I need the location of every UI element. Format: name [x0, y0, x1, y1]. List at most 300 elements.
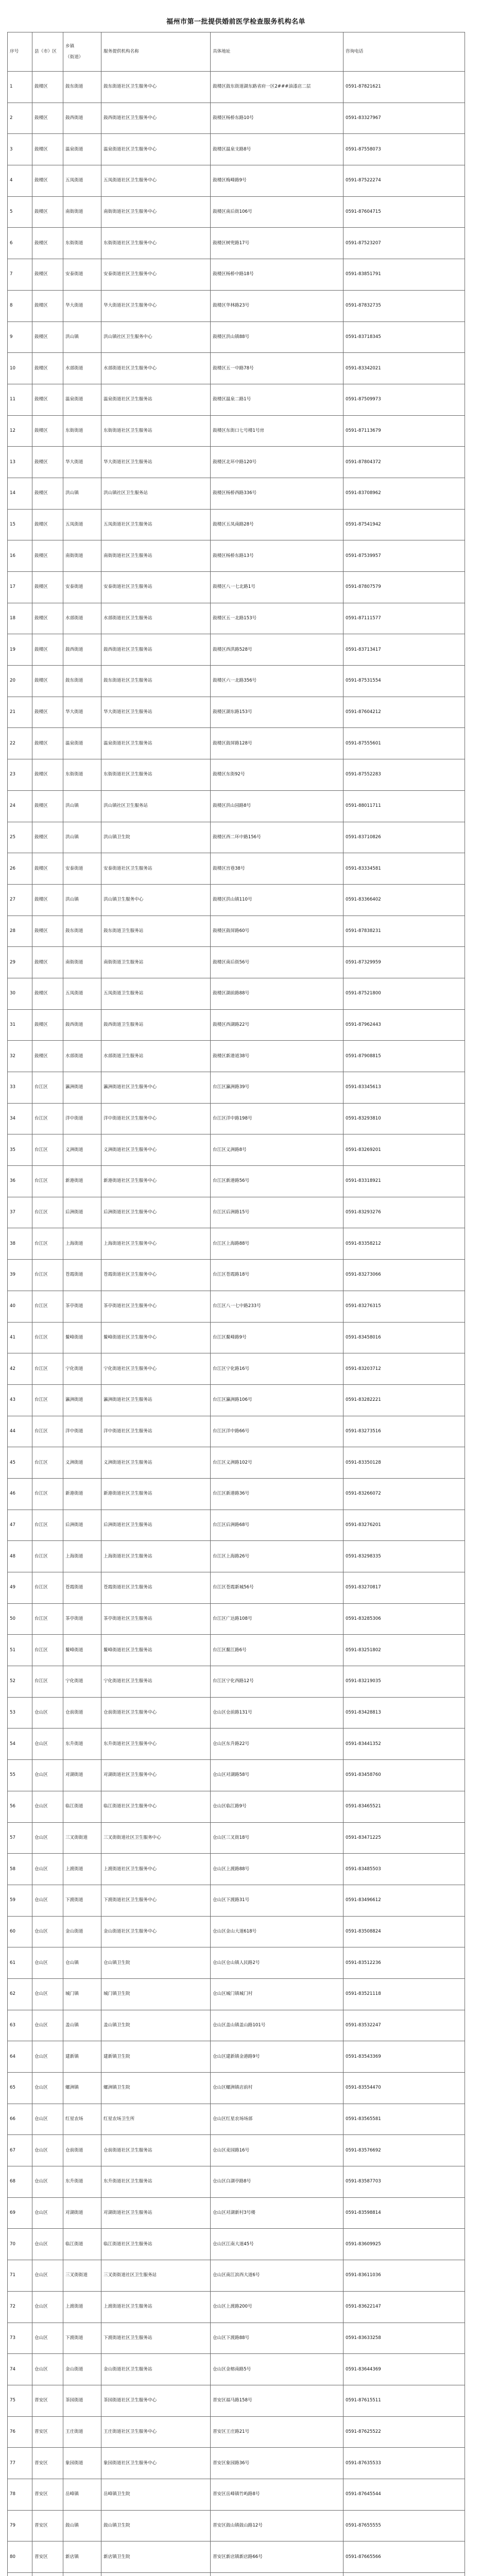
- cell-seq: 13: [8, 447, 32, 478]
- cell-town: 三叉街街道: [63, 2260, 101, 2292]
- table-row: [8, 1228, 465, 1260]
- cell-phone: 0591-83428813: [343, 1697, 465, 1728]
- cell-seq: 49: [8, 1572, 32, 1604]
- cell-phone: 0591-87908815: [343, 1041, 465, 1072]
- cell-address: 鼓楼区树兜路17号: [211, 228, 343, 259]
- cell-town: 水部街道: [63, 1041, 101, 1072]
- cell-phone: 0591-87615511: [343, 2385, 465, 2416]
- cell-seq: 61: [8, 1947, 32, 1979]
- cell-town: 茶亭街道: [63, 1291, 101, 1322]
- cell-county: 台江区: [32, 1228, 63, 1260]
- cell-institution-name: 洋中街道社区卫生服务站: [101, 1416, 211, 1447]
- table-row: [8, 916, 465, 947]
- cell-address: 台江区瀛洲路106号: [211, 1384, 343, 1416]
- cell-address: 鼓楼区杨桥东路10号: [211, 103, 343, 134]
- cell-institution-name: 对湖街道社区卫生服务站: [101, 2197, 211, 2229]
- cell-county: 台江区: [32, 1603, 63, 1635]
- cell-seq: 47: [8, 1510, 32, 1541]
- cell-county: 仓山区: [32, 2260, 63, 2292]
- table-row: [8, 572, 465, 603]
- cell-county: 鼓楼区: [32, 947, 63, 978]
- cell-town: 后洲街道: [63, 1510, 101, 1541]
- cell-address: 仓山区仓山镇人民路2号: [211, 1947, 343, 1979]
- table-row: [8, 2541, 465, 2573]
- cell-county: 仓山区: [32, 1728, 63, 1760]
- cell-address: 仓山区东升路22号: [211, 1728, 343, 1760]
- cell-address: 仓山区麦园路16号: [211, 2135, 343, 2166]
- cell-address: 台江区鳌峰路9号: [211, 1322, 343, 1353]
- cell-institution-name: 水部街道社区卫生服务站: [101, 603, 211, 634]
- cell-institution-name: 安泰街道社区卫生服务中心: [101, 259, 211, 291]
- cell-institution-name: 宁化街道社区卫生服务中心: [101, 1353, 211, 1385]
- cell-phone: 0591-83543369: [343, 2041, 465, 2073]
- cell-institution-name: 水部街道卫生服务站: [101, 1041, 211, 1072]
- cell-institution-name: 三叉街街道社区卫生服务站: [101, 2260, 211, 2292]
- cell-phone: 0591-83273066: [343, 1260, 465, 1291]
- cell-address: 台江区后洲路68号: [211, 1510, 343, 1541]
- table-row: [8, 1666, 465, 1698]
- cell-address: 台江区上海路88号: [211, 1228, 343, 1260]
- cell-county: 鼓楼区: [32, 165, 63, 197]
- cell-institution-name: 安泰街道社区卫生服务站: [101, 572, 211, 603]
- table-row: [8, 1603, 465, 1635]
- table-row: [8, 1541, 465, 1572]
- cell-county: 仓山区: [32, 2104, 63, 2135]
- cell-phone: 0591-87555601: [343, 728, 465, 759]
- cell-county: 仓山区: [32, 1978, 63, 2010]
- cell-phone: 0591-87604212: [343, 697, 465, 728]
- cell-institution-name: 新港街道社区卫生服务中心: [101, 1166, 211, 1197]
- table-row: [8, 1353, 465, 1385]
- cell-town: 下渡街道: [63, 1885, 101, 1916]
- cell-institution-name: 仓前街道社区卫生服务站: [101, 2135, 211, 2166]
- cell-seq: 62: [8, 1978, 32, 2010]
- cell-town: 仓前街道: [63, 1697, 101, 1728]
- cell-town: 苍霞街道: [63, 1572, 101, 1604]
- cell-phone: 0591-83266072: [343, 1478, 465, 1510]
- cell-seq: 50: [8, 1603, 32, 1635]
- cell-town: 东街街道: [63, 759, 101, 791]
- cell-phone: 0591-83851791: [343, 259, 465, 291]
- cell-county: 仓山区: [32, 2166, 63, 2198]
- cell-seq: 53: [8, 1697, 32, 1728]
- table-row: [8, 2385, 465, 2416]
- cell-institution-name: 上渡街道社区卫生服务中心: [101, 1854, 211, 1885]
- cell-phone: 0591-87522274: [343, 165, 465, 197]
- table-row: [8, 1197, 465, 1228]
- cell-phone: 0591-87645544: [343, 2479, 465, 2510]
- cell-seq: 76: [8, 2416, 32, 2448]
- cell-address: 鼓楼区西二环中路156号: [211, 822, 343, 853]
- cell-town: 洪山镇: [63, 884, 101, 916]
- cell-seq: 20: [8, 666, 32, 697]
- cell-town: 东街街道: [63, 415, 101, 447]
- cell-institution-name: 东街街道社区卫生服务站: [101, 415, 211, 447]
- cell-county: 晋安区: [32, 2541, 63, 2573]
- cell-seq: 79: [8, 2510, 32, 2541]
- cell-county: 仓山区: [32, 1760, 63, 1791]
- table-row: [8, 1697, 465, 1728]
- cell-town: [63, 2573, 101, 2576]
- cell-county: 仓山区: [32, 1791, 63, 1822]
- cell-address: 仓山区对湖路58号: [211, 1760, 343, 1791]
- table-row: [8, 165, 465, 197]
- cell-institution-name: 安泰街道社区卫生服务站: [101, 853, 211, 885]
- cell-seq: 8: [8, 290, 32, 321]
- cell-town: 城门镇: [63, 1978, 101, 2010]
- cell-county: 台江区: [32, 1291, 63, 1322]
- cell-institution-name: 东升街道社区卫生服务站: [101, 2166, 211, 2198]
- table-row: [8, 1510, 465, 1541]
- cell-county: 仓山区: [32, 2135, 63, 2166]
- cell-town: 洪山镇: [63, 478, 101, 509]
- cell-institution-name: 温泉街道社区卫生服务中心: [101, 134, 211, 165]
- cell-phone: 0591-87509973: [343, 384, 465, 415]
- cell-town: 对湖街道: [63, 1760, 101, 1791]
- cell-county: 鼓楼区: [32, 853, 63, 885]
- cell-address: 台江区洋中路66号: [211, 1416, 343, 1447]
- cell-town: 温泉街道: [63, 384, 101, 415]
- cell-town: 上海街道: [63, 1228, 101, 1260]
- cell-town: 洋中街道: [63, 1103, 101, 1134]
- header-county: 县（市）区: [32, 32, 63, 72]
- cell-town: 洪山镇: [63, 822, 101, 853]
- cell-address: 鼓楼区鼓东街道湖东路省府一区2###油漆店二层: [211, 72, 343, 103]
- cell-institution-name: 洪山镇社区卫生服务中心: [101, 321, 211, 353]
- cell-town: 建新镇: [63, 2041, 101, 2073]
- cell-institution-name: 瀛洲街道社区卫生服务中心: [101, 1072, 211, 1104]
- cell-phone: 0591-83298335: [343, 1541, 465, 1572]
- cell-phone: 0591-83269201: [343, 1134, 465, 1166]
- cell-address: 鼓楼区西湖路22号: [211, 1009, 343, 1041]
- cell-institution-name: 上海街道社区卫生服务站: [101, 1541, 211, 1572]
- table-row: [8, 947, 465, 978]
- cell-institution-name: 新店镇卫生院: [101, 2541, 211, 2573]
- cell-county: 台江区: [32, 1322, 63, 1353]
- cell-county: 鼓楼区: [32, 884, 63, 916]
- cell-address: 鼓楼区湖前路88号: [211, 978, 343, 1009]
- cell-town: 南街街道: [63, 540, 101, 572]
- cell-county: 仓山区: [32, 1854, 63, 1885]
- cell-phone: 0591-83276315: [343, 1291, 465, 1322]
- cell-phone: 0591-83273516: [343, 1416, 465, 1447]
- cell-address: 仓山区金山大道618号: [211, 1916, 343, 1947]
- cell-county: 台江区: [32, 1666, 63, 1698]
- table-row: [8, 2354, 465, 2385]
- cell-town: 洪山镇: [63, 321, 101, 353]
- cell-institution-name: 义洲街道社区卫生服务中心: [101, 1134, 211, 1166]
- cell-county: 鼓楼区: [32, 321, 63, 353]
- cell-town: 鳌峰街道: [63, 1635, 101, 1666]
- cell-institution-name: 螺洲镇卫生院: [101, 2073, 211, 2104]
- cell-address: 台江区八一七中路233号: [211, 1291, 343, 1322]
- cell-town: 南街街道: [63, 196, 101, 228]
- cell-town: 宁化街道: [63, 1353, 101, 1385]
- table-row: [8, 1916, 465, 1947]
- cell-seq: 52: [8, 1666, 32, 1698]
- cell-county: 台江区: [32, 1134, 63, 1166]
- cell-county: 鼓楼区: [32, 415, 63, 447]
- cell-address: 仓山区南江滨西大道6号: [211, 2260, 343, 2292]
- cell-county: 台江区: [32, 1478, 63, 1510]
- cell-phone: 0591-83609925: [343, 2229, 465, 2260]
- cell-address: 鼓楼区西洪路528号: [211, 634, 343, 666]
- cell-seq: [8, 2573, 32, 2576]
- table-row: [8, 1447, 465, 1479]
- cell-seq: 54: [8, 1728, 32, 1760]
- cell-town: 螺洲镇: [63, 2073, 101, 2104]
- cell-seq: 45: [8, 1447, 32, 1479]
- cell-county: 鼓楼区: [32, 634, 63, 666]
- cell-phone: 0591-83708962: [343, 478, 465, 509]
- cell-phone: 0591-87113679: [343, 415, 465, 447]
- cell-address: 鼓楼区洪山园路8号: [211, 790, 343, 822]
- table-row: [8, 1166, 465, 1197]
- cell-phone: 0591-87552283: [343, 759, 465, 791]
- table-row: [8, 2010, 465, 2041]
- cell-seq: 24: [8, 790, 32, 822]
- table-row: [8, 1291, 465, 1322]
- table-row: [8, 1885, 465, 1916]
- cell-town: 鼓西街道: [63, 1009, 101, 1041]
- cell-address: 鼓楼区华林路23号: [211, 290, 343, 321]
- cell-address: 仓山区下渡路88号: [211, 2323, 343, 2354]
- cell-address: 鼓楼区南后街56号: [211, 947, 343, 978]
- cell-town: 洪山镇: [63, 790, 101, 822]
- cell-institution-name: 华大街道社区卫生服务站: [101, 447, 211, 478]
- cell-seq: 10: [8, 353, 32, 384]
- cell-phone: 0591-83358212: [343, 1228, 465, 1260]
- cell-town: 五凤街道: [63, 509, 101, 540]
- cell-phone: 0591-83318921: [343, 1166, 465, 1197]
- cell-institution-name: 三叉街街道社区卫生服务中心: [101, 1822, 211, 1854]
- table-row: [8, 103, 465, 134]
- cell-town: 东街街道: [63, 228, 101, 259]
- cell-address: 仓山区建新镇金港路9号: [211, 2041, 343, 2073]
- cell-seq: 7: [8, 259, 32, 291]
- cell-institution-name: 鼓山镇卫生院: [101, 2510, 211, 2541]
- cell-address: 台江区宁化路16号: [211, 1353, 343, 1385]
- table-row: [8, 1478, 465, 1510]
- cell-town: 金山街道: [63, 1916, 101, 1947]
- cell-institution-name: 洪山镇社区卫生服务站: [101, 478, 211, 509]
- cell-phone: 0591-87329959: [343, 947, 465, 978]
- cell-address: 台江区上海路26号: [211, 1541, 343, 1572]
- cell-county: 鼓楼区: [32, 822, 63, 853]
- cell-phone: 0591-87604715: [343, 196, 465, 228]
- cell-institution-name: 金山街道社区卫生服务中心: [101, 1916, 211, 1947]
- cell-seq: 5: [8, 196, 32, 228]
- table-row: [8, 415, 465, 447]
- cell-county: 鼓楼区: [32, 759, 63, 791]
- cell-institution-name: 临江街道社区卫生服务站: [101, 2229, 211, 2260]
- cell-seq: 11: [8, 384, 32, 415]
- table-row: [8, 290, 465, 321]
- cell-county: 鼓楼区: [32, 72, 63, 103]
- cell-county: 台江区: [32, 1072, 63, 1104]
- cell-county: 鼓楼区: [32, 384, 63, 415]
- cell-town: 鼓东街道: [63, 666, 101, 697]
- cell-seq: 44: [8, 1416, 32, 1447]
- cell-town: 南街街道: [63, 947, 101, 978]
- cell-county: 仓山区: [32, 2041, 63, 2073]
- cell-address: 鼓楼区八一七北路1号: [211, 572, 343, 603]
- cell-seq: 36: [8, 1166, 32, 1197]
- cell-county: 鼓楼区: [32, 196, 63, 228]
- table-row: [8, 321, 465, 353]
- cell-seq: 9: [8, 321, 32, 353]
- cell-county: 仓山区: [32, 1697, 63, 1728]
- cell-county: 台江区: [32, 1635, 63, 1666]
- cell-institution-name: 仓前街道社区卫生服务中心: [101, 1697, 211, 1728]
- cell-seq: 56: [8, 1791, 32, 1822]
- cell-address: 鼓楼区宫巷38号: [211, 853, 343, 885]
- cell-town: 鳌峰街道: [63, 1322, 101, 1353]
- cell-institution-name: 红星农场卫生所: [101, 2104, 211, 2135]
- cell-address: 鼓楼区温泉支路8号: [211, 134, 343, 165]
- cell-institution-name: 鳌峰街道社区卫生服务站: [101, 1635, 211, 1666]
- cell-town: 金山街道: [63, 2354, 101, 2385]
- cell-phone: 0591-83219035: [343, 1666, 465, 1698]
- table-row: [8, 884, 465, 916]
- cell-address: 台江区瀛洲路39号: [211, 1072, 343, 1104]
- cell-phone: 0591-83441352: [343, 1728, 465, 1760]
- cell-address: 仓山区临江路9号: [211, 1791, 343, 1822]
- cell-town: 东升街道: [63, 1728, 101, 1760]
- cell-phone: 0591-83203712: [343, 1353, 465, 1385]
- cell-address: 鼓楼区鼓屏路128号: [211, 728, 343, 759]
- cell-address: 鼓楼区洪山镇88号: [211, 321, 343, 353]
- table-row: [8, 1760, 465, 1791]
- cell-town: 对湖街道: [63, 2197, 101, 2229]
- cell-county: 台江区: [32, 1416, 63, 1447]
- cell-institution-name: 宁化街道社区卫生服务站: [101, 1666, 211, 1698]
- cell-phone: 0591-83276201: [343, 1510, 465, 1541]
- cell-institution-name: 南街街道社区卫生服务站: [101, 540, 211, 572]
- cell-phone: 0591-83282221: [343, 1384, 465, 1416]
- cell-institution-name: 鼓西街道卫生服务站: [101, 1009, 211, 1041]
- cell-phone: 0591-88011711: [343, 790, 465, 822]
- table-row: [8, 196, 465, 228]
- table-row: [8, 2041, 465, 2073]
- table-row: [8, 1103, 465, 1134]
- cell-institution-name: 茶园街道社区卫生服务中心: [101, 2385, 211, 2416]
- cell-seq: 67: [8, 2135, 32, 2166]
- cell-county: [32, 2573, 63, 2576]
- cell-address: 仓山区城门镇城门村: [211, 1978, 343, 2010]
- cell-address: 鼓楼区五凤南路28号: [211, 509, 343, 540]
- cell-institution-name: 五凤街道卫生服务站: [101, 978, 211, 1009]
- cell-county: 鼓楼区: [32, 290, 63, 321]
- table-row: [8, 1041, 465, 1072]
- cell-county: 仓山区: [32, 2229, 63, 2260]
- cell-county: 台江区: [32, 1103, 63, 1134]
- cell-institution-name: 华大街道社区卫生服务中心: [101, 290, 211, 321]
- cell-county: 鼓楼区: [32, 666, 63, 697]
- cell-county: 台江区: [32, 1197, 63, 1228]
- cell-seq: 78: [8, 2479, 32, 2510]
- cell-county: 台江区: [32, 1166, 63, 1197]
- table-row: [8, 2479, 465, 2510]
- cell-phone: 0591-83366402: [343, 884, 465, 916]
- cell-town: 鼓西街道: [63, 634, 101, 666]
- cell-seq: 19: [8, 634, 32, 666]
- cell-institution-name: 南街街道社区卫生服务中心: [101, 196, 211, 228]
- cell-seq: 41: [8, 1322, 32, 1353]
- cell-phone: 0591-83718345: [343, 321, 465, 353]
- cell-address: 台江区新港路36号: [211, 1478, 343, 1510]
- table-row: [8, 1635, 465, 1666]
- cell-seq: 42: [8, 1353, 32, 1385]
- header-seq: 序号: [8, 32, 32, 72]
- table-row: [8, 759, 465, 791]
- cell-seq: 35: [8, 1134, 32, 1166]
- cell-seq: 77: [8, 2448, 32, 2479]
- cell-phone: 0591-83611036: [343, 2260, 465, 2292]
- cell-county: 鼓楼区: [32, 103, 63, 134]
- cell-institution-name: 上海街道社区卫生服务中心: [101, 1228, 211, 1260]
- table-row: [8, 2229, 465, 2260]
- cell-phone: 0591-87523207: [343, 228, 465, 259]
- cell-address: 晋安区福马路158号: [211, 2385, 343, 2416]
- cell-phone: 0591-83334581: [343, 853, 465, 885]
- cell-seq: 4: [8, 165, 32, 197]
- cell-county: 台江区: [32, 1384, 63, 1416]
- cell-seq: 25: [8, 822, 32, 853]
- cell-county: 鼓楼区: [32, 790, 63, 822]
- table-row: [8, 2073, 465, 2104]
- cell-county: 鼓楼区: [32, 978, 63, 1009]
- table-row: [8, 2135, 465, 2166]
- cell-town: 后洲街道: [63, 1197, 101, 1228]
- cell-seq: 39: [8, 1260, 32, 1291]
- cell-county: 鼓楼区: [32, 916, 63, 947]
- cell-institution-name: 盖山镇卫生院: [101, 2010, 211, 2041]
- table-row: [8, 2104, 465, 2135]
- cell-institution-name: 象园街道社区卫生服务中心: [101, 2448, 211, 2479]
- cell-county: 台江区: [32, 1572, 63, 1604]
- cell-address: 晋安区鼓山镇鼓山路12号: [211, 2510, 343, 2541]
- cell-phone: 0591-83342021: [343, 353, 465, 384]
- cell-address: 鼓楼区洪山镇110号: [211, 884, 343, 916]
- cell-phone: 0591-83251802: [343, 1635, 465, 1666]
- cell-county: 鼓楼区: [32, 509, 63, 540]
- cell-county: 鼓楼区: [32, 540, 63, 572]
- cell-county: 晋安区: [32, 2479, 63, 2510]
- cell-address: 鼓楼区温泉二路1号: [211, 384, 343, 415]
- table-row: [8, 1572, 465, 1604]
- cell-address: 鼓楼区北环中路120号: [211, 447, 343, 478]
- cell-seq: 37: [8, 1197, 32, 1228]
- header-town-sub: （街道）: [65, 54, 83, 60]
- cell-town: 临江街道: [63, 2229, 101, 2260]
- cell-address: 鼓楼区五一中路78号: [211, 353, 343, 384]
- cell-address: 台江区新港路56号: [211, 1166, 343, 1197]
- cell-institution-name: 王庄街道社区卫生服务中心: [101, 2416, 211, 2448]
- cell-seq: 21: [8, 697, 32, 728]
- cell-town: 茶亭街道: [63, 1603, 101, 1635]
- table-row: [8, 228, 465, 259]
- cell-seq: 3: [8, 134, 32, 165]
- cell-seq: 55: [8, 1760, 32, 1791]
- cell-phone: 0591-87807579: [343, 572, 465, 603]
- cell-address: 鼓楼区新港道38号: [211, 1041, 343, 1072]
- cell-institution-name: 洪山镇卫生服务中心: [101, 884, 211, 916]
- cell-town: 洋中街道: [63, 1416, 101, 1447]
- cell-seq: 18: [8, 603, 32, 634]
- table-row: [8, 2510, 465, 2541]
- cell-phone: 0591-83565581: [343, 2104, 465, 2135]
